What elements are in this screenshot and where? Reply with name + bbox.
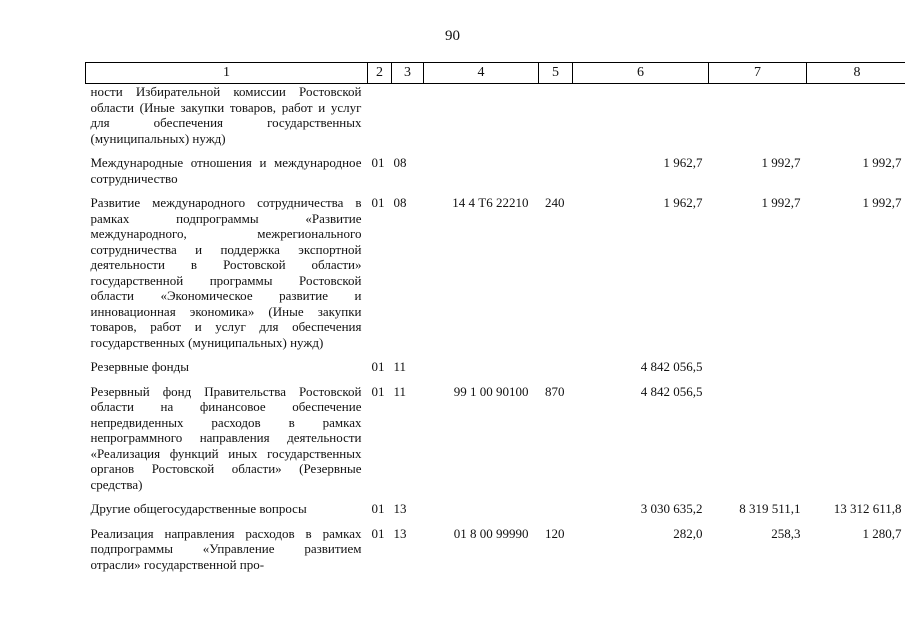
cell-expense-type xyxy=(539,155,573,195)
cell-amount-6: 282,0 xyxy=(673,525,703,541)
column-header: 7 xyxy=(709,63,807,84)
budget-table xyxy=(85,62,905,581)
cell-amount-7 xyxy=(709,359,807,384)
table-row xyxy=(86,501,905,526)
column-header: 1 xyxy=(86,63,368,84)
cell-target-article: 01 8 00 99990 xyxy=(453,525,529,541)
cell-subsection: 13 xyxy=(393,501,407,516)
cell-subsection: 13 xyxy=(393,525,407,541)
cell-amount-6: 1 962,7 xyxy=(663,195,703,210)
table-row xyxy=(86,384,905,502)
cell-amount-7 xyxy=(709,84,807,156)
cell-expense-type xyxy=(539,359,573,384)
cell-expense-type: 240 xyxy=(545,195,565,210)
cell-subsection: 11 xyxy=(393,383,407,399)
cell-subsection: 08 xyxy=(393,195,407,210)
column-header: 8 xyxy=(807,63,905,84)
cell-section: 01 xyxy=(371,359,385,374)
cell-expense-type xyxy=(539,501,573,526)
row-name: Другие общегосударственные вопросы xyxy=(90,501,307,516)
table-row xyxy=(86,84,905,156)
cell-amount-7: 1 992,7 xyxy=(761,155,801,170)
column-header: 3 xyxy=(392,63,424,84)
cell-target-article xyxy=(424,359,539,384)
table-row xyxy=(86,359,905,384)
row-name: Международные отношения и международное сотрудничество xyxy=(90,155,362,186)
cell-target-article: 14 4 Т6 22210 xyxy=(452,195,529,210)
cell-section: 01 xyxy=(371,195,385,210)
cell-amount-6: 3 030 635,2 xyxy=(640,501,703,516)
cell-expense-type: 870 xyxy=(545,383,565,399)
cell-expense-type xyxy=(539,84,573,156)
cell-section: 01 xyxy=(371,525,385,541)
row-name: ности Избирательной комиссии Ростовской области (Иные закупки товаров, работ и услуг для обеспечения государственных (муниципальных) нужд) xyxy=(90,84,362,146)
column-header: 5 xyxy=(539,63,573,84)
cell-section: 01 xyxy=(371,155,385,170)
cell-amount-8 xyxy=(807,359,905,384)
column-header: 2 xyxy=(368,63,392,84)
cell-target-article xyxy=(424,155,539,195)
cell-section: 01 xyxy=(371,501,385,516)
cell-amount-7: 258,3 xyxy=(771,525,801,541)
cell-amount-6: 4 842 056,5 xyxy=(640,359,703,374)
cell-section: 01 xyxy=(371,383,385,399)
cell-subsection: 08 xyxy=(393,155,407,170)
cell-amount-6: 1 962,7 xyxy=(663,155,703,170)
cell-amount-7: 8 319 511,1 xyxy=(739,501,801,516)
cell-target-article xyxy=(424,501,539,526)
row-name: Резервные фонды xyxy=(90,359,189,374)
cell-amount-8: 1 992,7 xyxy=(862,155,902,170)
row-name: Реализация направления расходов в рамках подпрограммы «Управление развитием отрасли» государственной про- xyxy=(90,525,362,572)
table-row xyxy=(86,526,905,582)
cell-amount-8: 1 280,7 xyxy=(862,525,902,541)
table-row xyxy=(86,195,905,359)
cell-amount-6 xyxy=(573,84,709,156)
cell-expense-type: 120 xyxy=(545,525,565,541)
cell-amount-7: 1 992,7 xyxy=(761,195,801,210)
table-row xyxy=(86,155,905,195)
cell-section xyxy=(368,84,392,156)
cell-amount-7 xyxy=(709,384,807,502)
cell-amount-8 xyxy=(807,84,905,156)
cell-target-article xyxy=(424,84,539,156)
cell-target-article: 99 1 00 90100 xyxy=(453,383,529,399)
cell-amount-6: 4 842 056,5 xyxy=(640,383,703,399)
cell-amount-8: 13 312 611,8 xyxy=(833,501,902,516)
header-row xyxy=(86,63,905,84)
cell-subsection xyxy=(392,84,424,156)
column-header: 6 xyxy=(573,63,709,84)
page-number: 90 xyxy=(445,28,460,44)
column-header: 4 xyxy=(424,63,539,84)
cell-amount-8: 1 992,7 xyxy=(862,195,902,210)
row-name: Развитие международного сотрудничества в рамках подпрограммы «Развитие международного, межрегионального сотрудничества и поддержка экспортной деятельности в Ростовской области» государственной программы Ростовской области «Экономическое развитие и инновационная экономика» (Иные закупки товаров, работ и услуг для обеспечения государственных (муниципальных) нужд) xyxy=(90,195,362,350)
cell-amount-8 xyxy=(807,384,905,502)
cell-subsection: 11 xyxy=(393,359,407,374)
row-name: Резервный фонд Правительства Ростовской области на финансовое обеспечение непредвиденных расходов в рамках непрограммного направления деятельности «Реализация функций иных государственных органов Ростовской области» (Резервные средства) xyxy=(90,383,362,492)
